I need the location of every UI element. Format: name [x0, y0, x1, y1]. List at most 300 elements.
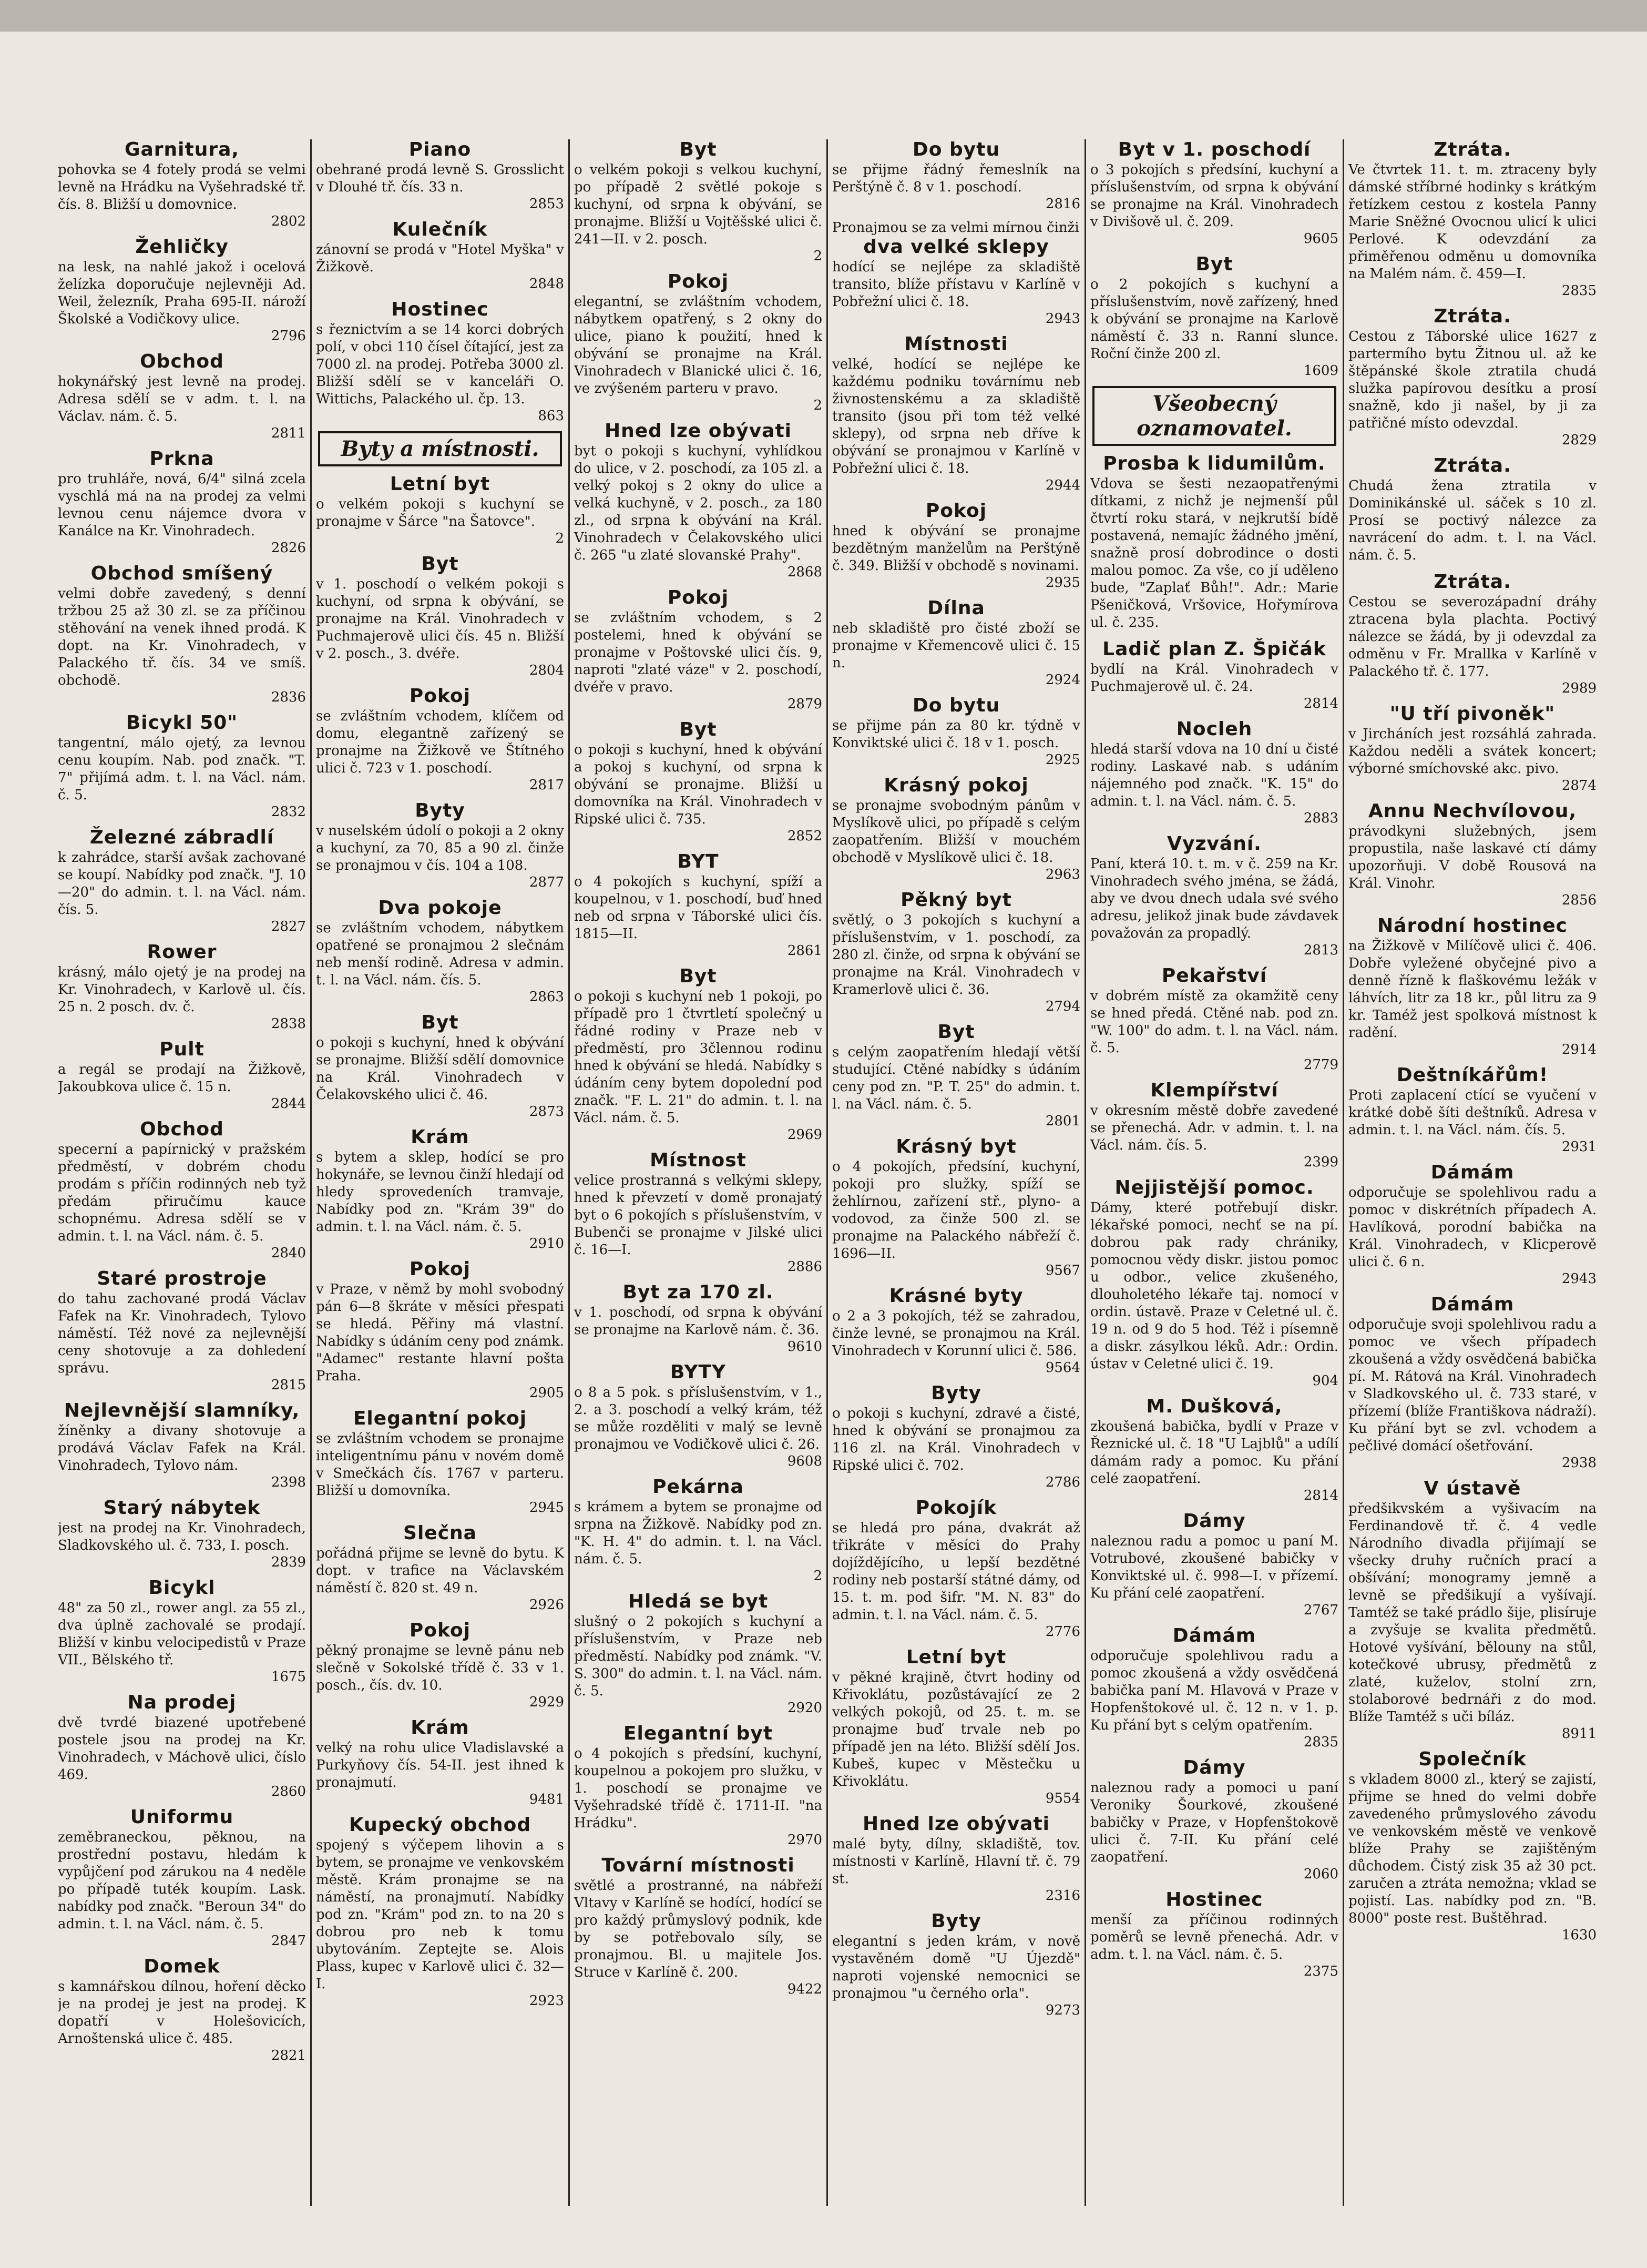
- ad-number: 2925: [1045, 752, 1080, 768]
- ad-number: 2929: [529, 1694, 564, 1710]
- classified-ad: [574, 719, 822, 844]
- ad-number: 2861: [787, 943, 822, 959]
- ad-number: 2989: [1561, 680, 1597, 696]
- ad-text: Proti zaplacení ctící se vyučení v krátké době šíti deštníků. Adresa v admin. t. l. na Václ. nám. čís. 5.: [1348, 1087, 1597, 1138]
- classified-ad: [58, 1956, 306, 2063]
- ad-heading: "U tří pivoněk": [1389, 703, 1556, 725]
- ad-number: 2: [813, 1568, 822, 1584]
- classified-ad: [574, 421, 822, 580]
- ad-text: Cestou z Táborské ulice 1627 z partermího bytu Žitnou ul. až ke štěpánské škole ztratila chudá služka papírovou desítku a prosí snažně, kdo ji našel, by ji za patřičné místo odevzdal.: [1348, 329, 1597, 431]
- ad-heading: Garnitura,: [124, 139, 240, 160]
- classified-ad: [316, 1408, 564, 1516]
- ad-heading: Hostinec: [391, 299, 489, 320]
- ad-number: 2874: [1561, 778, 1597, 794]
- ad-text: pěkný pronajme se levně pánu neb slečně v Sokolské třídě č. 33 v 1. posch., čís. dv. 10.: [316, 1643, 564, 1693]
- ad-heading: Ztráta.: [1434, 306, 1511, 327]
- ad-heading: Piano: [408, 139, 472, 160]
- classified-ad: [1348, 1162, 1597, 1287]
- ad-heading: Hostinec: [1165, 1889, 1263, 1910]
- ad-number: 2814: [1303, 696, 1338, 711]
- classified-ad: [1348, 1478, 1597, 1742]
- ad-text: v 1. poschodí, od srpna k obývání se pronajme na Karlově nám. č. 36.: [574, 1305, 822, 1338]
- ad-heading: Obchod smíšený: [90, 563, 273, 584]
- column-3: [568, 139, 826, 2206]
- ad-text: světlý, o 3 pokojích s kuchyní a příslušenstvím, v 1. poschodí, za 280 zl. činže, od srpna k obývání se pronajme na Král. Vinohradech v Kramerlově ulici č. 36.: [832, 912, 1080, 998]
- classified-ad: [832, 139, 1080, 212]
- ad-text: do tahu zachované prodá Václav Fafek na Kr. Vinohradech, Tylovo náměstí. Též nové za nejlevnější ceny shotovuje a za dohledení správu.: [58, 1291, 306, 1376]
- ad-heading: Pěkný byt: [901, 889, 1012, 911]
- ad-text: o 2 a 3 pokojích, též se zahradou, činže levné, se pronajmou na Král. Vinohradech v Korunní ulici č. 586.: [832, 1308, 1080, 1359]
- ad-text: slušný o 2 pokojích s kuchyní a příslušenstvím, v Praze neb předměstí. Nabídky pod známk. "V. S. 300" do admin. t. l. na Václ. nám. č. 5.: [574, 1614, 822, 1699]
- ad-text: Vdova se šesti nezaopatřenými dítkami, z nichž je nejmenší půl čtvrtí roku stará, v nejkrutší bídě postavená, nemajíc žádného jmění, snažně prosí dobrodince o dosti malou pomoc. Za vše, co jí uděleno bude, "Zaplať Bůh!". Adr.: Marie Pšeničková, Vršovice, Hořymírova ul. č. 235.: [1090, 476, 1338, 630]
- ad-text: o pokoji s kuchyní, hned k obývání se pronajme. Bližší sdělí domovnice na Král. Vinohradech v Čelakovského ulici č. 46.: [316, 1035, 564, 1103]
- section-heading: Všeobecný oznamovatel.: [1092, 386, 1336, 446]
- classified-ad: [316, 686, 564, 793]
- ad-text: neb skladiště pro čisté zboží se pronajme v Křemencově ulici č. 15 n.: [832, 621, 1080, 671]
- column-1: [58, 139, 310, 2206]
- ad-number: 2801: [1045, 1113, 1080, 1129]
- ad-text: elegantní, se zvláštním vchodem, nábytkem opatřený, s 2 okny do ulice, piano k použití, hned k obývání se pronajme na Král. Vinohradech v Blanické ulici č. 16, ve zvýšeném parteru v pravo.: [574, 294, 822, 396]
- classified-ad: [316, 139, 564, 212]
- ad-heading: Letní byt: [906, 1646, 1007, 1668]
- ad-number: 9481: [529, 1792, 564, 1807]
- classified-ad: [316, 898, 564, 1005]
- ad-number: 2826: [271, 540, 306, 556]
- ad-text: se přijme řádný řemeslník na Perštýně č. 8 v 1. poschodí.: [832, 162, 1080, 195]
- classified-ad: [1090, 833, 1338, 958]
- ad-heading: Klempířství: [1150, 1080, 1278, 1101]
- ad-heading: Nocleh: [1176, 718, 1253, 740]
- ad-text: pro truhláře, nová, 6/4" silná zcela vyschlá má na na prodej za velmi levnou cenu nájemce dvora v Kanálce na Kr. Vinohradech.: [58, 471, 306, 539]
- ad-heading: Byty: [415, 800, 465, 821]
- classified-ad: [1348, 139, 1597, 299]
- classified-ad: [574, 1591, 822, 1716]
- classified-ad: [1348, 1749, 1597, 1943]
- ad-number: 2943: [1045, 311, 1080, 327]
- ad-heading: Elegantní pokoj: [353, 1408, 527, 1429]
- ad-text: odporučuje se spolehlivou radu a pomoc v diskrétních případech A. Havlíková, porodní babička na Král. Vinohradech, v Klicperově ulici č. 6 n.: [1348, 1185, 1597, 1270]
- ad-heading: V ústavě: [1424, 1478, 1521, 1499]
- ad-number: 2920: [787, 1700, 822, 1716]
- ad-heading: Byt: [679, 719, 717, 740]
- classified-ad: [1348, 916, 1597, 1057]
- ad-heading: Místnosti: [904, 333, 1008, 355]
- ad-text: k zahrádce, starší avšak zachované se koupí. Nabídky pod značk. "J. 10—20" do admin. t. l. na Václ. nám. čís. 5.: [58, 850, 306, 918]
- ad-text: předšikvském a vyšivacím na Ferdinandově tř. č. 4 vedle Národního divadla přijímají se všecky druhy ručních prací a obšívání; monogramy jemně a levně se předšikují a vyšívají. Tamtéž se také prádlo šije, plisíruje a zvyšuje se kvalita předmětů. Hotové vyšívání, bělouny na stůl, kotečkové ubrusy, předmětů z zlaté, kuželov, stolní zrn, stolaborové bedrnáři z do mod. Blíže Tamtéž s uči bíláz.: [1348, 1501, 1597, 1725]
- ad-number: 2814: [1303, 1488, 1338, 1503]
- classified-ad: [1348, 455, 1597, 564]
- ad-number: 1630: [1561, 1927, 1597, 1943]
- ad-heading: Annu Nechvílovou,: [1368, 800, 1577, 822]
- classified-ad: [1348, 704, 1597, 794]
- classified-ad: [316, 1259, 564, 1401]
- ad-text: odporučuje svoji spolehlivou radu a pomoc ve všech případech zkoušená a vždy osvědčená babička pí. M. Rátová na Král. Vinohradech v Sladkovského ul. č. 733 staré, v přízemí (blíže Františkova nádraží). Ku přání byt se zvl. vchodem a pečlivé domácí ošetřování.: [1348, 1317, 1597, 1454]
- ad-heading: Vyzvání.: [1167, 833, 1262, 855]
- ad-text: elegantní s jeden krám, v nově vystavěném domě "U Újezdě" naproti vojenské nemocnici se pronajmou "u černého orla".: [832, 1934, 1080, 2001]
- ad-heading: Prkna: [149, 448, 214, 470]
- classified-ad: [1348, 306, 1597, 448]
- ad-heading: Letní byt: [390, 473, 490, 495]
- ad-text: s krámem a bytem se pronajme od srpna na Žižkově. Nabídky pod zn. "K. H. 4" do admin. t. l. na Václ. nám. č. 5.: [574, 1499, 822, 1567]
- ad-number: 9605: [1303, 231, 1338, 247]
- ad-heading: Dámy: [1183, 1510, 1246, 1532]
- page-top-edge: [0, 0, 1647, 32]
- classified-ad: [58, 1039, 306, 1112]
- ad-text: žíněnky a divany shotovuje a prodává Václav Fafek na Král. Vinohradech, Tylovo nám.: [58, 1423, 306, 1473]
- ad-text: specerní a papírnický v pražském předměstí, v dobrém chodu prodám s příčin rodinných neb tyž předám přiručímu kauce schopnému. Adresa sdělí se v admin. t. l. na Václ. nám. č. 5.: [58, 1142, 306, 1244]
- ad-text: Cestou se severozápadní dráhy ztracena byla plachta. Poctivý nálezce se žádá, by ji odevzdal za odměnu v Fr. Mrallka v Karlíně v Palackého tř. č. 177.: [1348, 594, 1597, 679]
- ad-number: 2879: [787, 696, 822, 712]
- classified-ad: [58, 713, 306, 820]
- ad-number: 2905: [529, 1385, 564, 1401]
- ad-number: 2863: [529, 989, 564, 1005]
- ad-number: 9564: [1045, 1360, 1080, 1376]
- ad-number: 2375: [1303, 1964, 1338, 1979]
- ad-heading: Do bytu: [912, 139, 1000, 160]
- ad-number: 2: [813, 398, 822, 413]
- ad-text: o velkém pokoji s kuchyní se pronajme v Šárce "na Šatovce".: [316, 496, 564, 530]
- ad-number: 2398: [271, 1474, 306, 1490]
- ad-number: 2816: [1045, 196, 1080, 212]
- classified-ad: [832, 501, 1080, 591]
- ad-heading: Ztráta.: [1434, 455, 1511, 476]
- ad-heading: Nejjistější pomoc.: [1114, 1177, 1314, 1198]
- ad-text: světlé a prostranné, na nábřeží Vltavy v Karlíně se hodící, hodící se pro každý průmyslový podnik, kde by se potřebovalo síly, se pronajmou. Bl. u majitele Jos. Struce v Karlíně č. 200.: [574, 1878, 822, 1980]
- ad-text: o velkém pokoji s velkou kuchyní, po případě 2 světlé pokoje s kuchyní, od srpna k obývání, se pronajme. Bližší u Vojtěšské ulici č. 241—II. v 2. posch.: [574, 162, 822, 247]
- classified-ad: [574, 1150, 822, 1275]
- classified-ad: [1348, 572, 1597, 696]
- ad-number: 2796: [271, 328, 306, 344]
- ad-number: 863: [538, 408, 564, 424]
- ad-number: 2969: [787, 1127, 822, 1143]
- ad-text: 48" za 50 zl., rower angl. za 55 zl., dva úplně zachovalé se prodají. Bližší v kinbu velocipedistů v Praze VII., Bělského tř.: [58, 1600, 306, 1668]
- classified-ad: [1090, 453, 1338, 632]
- ad-heading: Obchod: [140, 351, 224, 372]
- ad-heading: Dámy: [1183, 1757, 1246, 1778]
- ad-text: hokynářský jest levně na prodej. Adresa sdělí se v adm. t. l. na Václav. nám. č. 5.: [58, 374, 306, 424]
- classified-ad: [574, 1362, 822, 1469]
- classified-ad: [1090, 719, 1338, 826]
- ad-intro: Pronajmou se za velmi mírnou činži: [832, 220, 1079, 236]
- section-heading: Byty a místnosti.: [318, 431, 562, 466]
- ad-number: 2835: [1561, 283, 1597, 299]
- ad-text: se zvláštním vchodem, s 2 postelemi, hned k obývání se pronajme v Poštovské ulici čís. 9, naproti "zlaté váze" v 2. poschodí, dvéře v pravo.: [574, 610, 822, 695]
- ad-number: 2868: [787, 564, 822, 580]
- ad-number: 2802: [271, 213, 306, 229]
- ad-number: 2923: [529, 1993, 564, 2009]
- column-5: [1085, 139, 1343, 2206]
- classified-ad: [574, 966, 822, 1143]
- ad-text: tangentní, málo ojetý, za levnou cenu koupím. Nab. pod značk. "T. 7" přijímá adm. t. l. na Václ. nám. č. 5.: [58, 735, 306, 803]
- column-2: [310, 139, 568, 2206]
- ad-number: 2856: [1561, 892, 1597, 908]
- classified-ad: [58, 351, 306, 441]
- ad-text: hledá starší vdova na 10 dní u čisté rodiny. Laskavé nab. s udáním nájemného pod značk. "K. 15" do admin. t. l. na Václ. nám. č. 5.: [1090, 741, 1338, 809]
- classified-ad: [1348, 801, 1597, 908]
- ad-heading: Krásný byt: [896, 1136, 1017, 1157]
- classified-ad: [316, 800, 564, 890]
- ad-text: velice prostranná s velkými sklepy, hned k převzetí v domě pronajatý byt o 6 pokojích s příslušenstvím, v Bubenči se pronajme v Jilské ulici č. 16—I.: [574, 1173, 822, 1258]
- classified-ad: [832, 890, 1080, 1014]
- ad-heading: Elegantní byt: [623, 1723, 773, 1744]
- ad-number: 2852: [787, 828, 822, 844]
- ad-number: 2914: [1561, 1042, 1597, 1057]
- classified-ad: [316, 1717, 564, 1807]
- ad-number: 1675: [271, 1669, 306, 1685]
- ad-number: 2847: [271, 1933, 306, 1949]
- ad-text: o 4 pokojích s předsíní, kuchyní, koupelnou a pokojem pro služku, v 1. poschodí se pronajme ve Vyšehradské třídě č. 1711-II. "na Hrádku".: [574, 1746, 822, 1831]
- ad-heading: Kulečník: [392, 219, 488, 240]
- ad-number: 2838: [271, 1016, 306, 1032]
- classified-ad: [316, 1815, 564, 2009]
- ad-number: 2316: [1045, 1888, 1080, 1904]
- ad-number: 904: [1312, 1373, 1338, 1389]
- classified-ad: [832, 695, 1080, 768]
- ad-number: 2813: [1303, 942, 1338, 958]
- ad-text: hodící se nejlépe za skladiště transito, blíže přístavu v Karlíně v Pobřežní ulici č. 18.: [832, 259, 1080, 310]
- ad-number: 2829: [1561, 432, 1597, 448]
- ad-number: 2815: [271, 1377, 306, 1393]
- ad-number: 2811: [271, 425, 306, 441]
- ad-number: 2060: [1303, 1866, 1338, 1882]
- ad-number: 2839: [271, 1554, 306, 1570]
- classified-ad: [58, 449, 306, 556]
- ad-text: o 3 pokojích s předsíní, kuchyní a příslušenstvím, od srpna k obývání se pronajme na Král. Vinohradech v Divišově ul. č. 209.: [1090, 162, 1338, 230]
- ad-heading: Dámám: [1172, 1625, 1256, 1646]
- ad-number: 2779: [1303, 1057, 1338, 1073]
- ad-text: o pokoji s kuchyní, zdravé a čisté, hned k obývání se pronajmou za 116 zl. na Král. Vinohradech v Ripské ulici č. 702.: [832, 1406, 1080, 1473]
- ad-heading: Národní hostinec: [1377, 915, 1568, 937]
- ad-text: v nuselském údolí o pokoji a 2 okny a kuchyní, za 70, 85 a 90 zl. činže se pronajmou v čís. 104 a 108.: [316, 823, 564, 873]
- classified-ad: [316, 474, 564, 546]
- ad-heading: Železné zábradlí: [89, 827, 274, 848]
- ad-text: se zvláštním vchodem, nábytkem opatřené se pronajmou 2 slečnám neb menší rodině. Adresa v admin. t. l. na Václ. nám. čís. 5.: [316, 920, 564, 988]
- classified-ad: [832, 334, 1080, 493]
- ad-text: jest na prodej na Kr. Vinohradech, Sladkovského ul. č. 733, I. posch.: [58, 1520, 306, 1553]
- ad-text: naleznou rady a pomoci u paní Veroniky Šourkové, zkoušené babičky v Praze, v Hopfenštokově ulici č. 7-II. Ku přání celé zaopatření.: [1090, 1780, 1338, 1865]
- ad-number: 2399: [1303, 1154, 1338, 1170]
- ad-number: 9554: [1045, 1791, 1080, 1806]
- ad-number: 9608: [787, 1453, 822, 1469]
- ad-heading: Byt: [1195, 253, 1233, 275]
- ad-heading: Hledá se byt: [628, 1591, 769, 1612]
- classified-ad: [58, 1807, 306, 1949]
- classified-ad: [316, 299, 564, 424]
- ad-text: s bytem a sklep, hodící se pro hokynáře, se levnou činží hledají od hledy sprovedeních tramvaje, Nabídky pod zn. "Krám 39" do admin. t. l. na Václ. nám. č. 5.: [316, 1150, 564, 1235]
- ad-heading: Pult: [159, 1039, 204, 1060]
- ad-number: 2910: [529, 1236, 564, 1252]
- ad-number: 2794: [1045, 999, 1080, 1014]
- ad-text: na Žižkově v Milíčově ulici č. 406. Dobře vyležené obyčejné pivo a denně řízně k flaškovému ležák v láhvích, litr za 18 kr., půl litru za 9 kr. Taméž jest spolková místnost k radění.: [1348, 938, 1597, 1041]
- ad-heading: Ladič plan Z. Špičák: [1102, 638, 1326, 660]
- classified-ad: [574, 1855, 822, 1997]
- ad-text: Chudá žena ztratila v Dominikánské ul. sáček s 10 zl. Prosí se poctivý nálezce za navrácení do adm. t. l. na Václ. nám. č. 5.: [1348, 478, 1597, 563]
- classified-ad: [58, 1119, 306, 1261]
- ad-heading: Byt: [421, 553, 459, 575]
- ad-number: 2935: [1045, 575, 1080, 591]
- ad-heading: Hned lze obývati: [605, 420, 792, 442]
- classified-ad: [1090, 1177, 1338, 1389]
- ad-heading: Nejlevnější slamníky,: [64, 1400, 300, 1421]
- classified-ad: [316, 1127, 564, 1252]
- ad-number: 8911: [1561, 1726, 1597, 1742]
- ad-text: se hledá pro pána, dvakrát až třikráte v měsíci do Prahy dojíždějícího, u lepší bezdětné rodiny neb postarší státné dámy, od 15. t. m. pod šifr. "M. N. 83" do admin. t. l. na Václ. nám. č. 5.: [832, 1520, 1080, 1623]
- ad-text: malé byty, dílny, skladiště, tov. místnosti v Karlíně, Hlavní tř. č. 79 st.: [832, 1836, 1080, 1887]
- ad-text: zeměbraneckou, pěknou, na prostřední postavu, hledám k vypůjčení pod zárukou na 4 neděle po případě tuték koupím. Lask. nabídky pod značk. "Beroun 34" do admin. t. l. na Václ. nám. č. 5.: [58, 1829, 306, 1932]
- ad-heading: Byt: [937, 1021, 975, 1043]
- ad-text: odporučuje spolehlivou radu a pomoc zkoušená a vždy osvědčená babička paní M. Hlavová v Praze v Hopfenštokové ul. č. 12 n. v 1. p. Ku přání byt s celým opatřením.: [1090, 1648, 1338, 1733]
- ad-heading: Pokoj: [409, 1258, 471, 1280]
- ad-heading: Pokoj: [925, 500, 987, 522]
- ad-text: hned k obývání se pronajme bezdětným manželům na Perštýně č. 349. Bližší v obchodě s novinami.: [832, 523, 1080, 574]
- classified-ad: [832, 1911, 1080, 2018]
- classified-ad: [574, 587, 822, 712]
- ad-number: 2767: [1303, 1602, 1338, 1618]
- ad-heading: Ztráta.: [1434, 571, 1511, 593]
- ad-heading: Kupecký obchod: [349, 1814, 531, 1836]
- ad-text: a regál se prodají na Žižkově, Jakoubkova ulice č. 15 n.: [58, 1062, 306, 1095]
- classified-ad: [58, 1268, 306, 1393]
- classified-ad: [316, 1523, 564, 1613]
- ad-heading: Bicykl 50": [126, 712, 238, 734]
- ad-number: 2786: [1045, 1474, 1080, 1490]
- ad-text: se pronajme svobodným pánům v Myslíkově ulici, po případě s celým zaopatřením. Bližší v mouchém obchodě v Myslíkově ulici č. 18.: [832, 798, 1080, 866]
- ad-number: 2873: [529, 1104, 564, 1120]
- ad-text: o 4 pokojích, předsíní, kuchyní, pokoji pro služky, spíží se žehlírnou, zařízení stř., plyno- a vodovod, za činže 500 zl. se pronajme na Palackého nábřeží č. 1696—II.: [832, 1159, 1080, 1262]
- classified-ad: [58, 1578, 306, 1685]
- ad-text: naleznou radu a pomoc u paní M. Votrubové, zkoušené babičky v Konviktské ul. č. 998—I. v přízemí. Ku přání celé zaopatření.: [1090, 1533, 1338, 1601]
- ad-number: 2832: [271, 804, 306, 820]
- ad-text: o 4 pokojích s kuchyní, spíží a koupelnou, v 1. poschodí, buď hned neb od srpna v Táborské ulici čís. 1815—II.: [574, 874, 822, 942]
- ad-heading: M. Dušková,: [1146, 1396, 1283, 1417]
- ad-text: zánovní se prodá v "Hotel Myška" v Žižkově.: [316, 242, 564, 275]
- ad-heading: Pokoj: [409, 685, 471, 707]
- ad-text: pořádná přijme se levně do bytu. K dopt. v trafice na Václavském náměstí č. 820 st. 49 n.: [316, 1545, 564, 1596]
- ad-number: 2827: [271, 919, 306, 934]
- ad-heading: BYT: [677, 851, 719, 872]
- ad-number: 2840: [271, 1245, 306, 1261]
- column-6: [1343, 139, 1601, 2206]
- ad-text: právodkyni služebných, jsem propustila, naše laskavé ctí dámy upozorňuji. V době Rousová na Král. Vinohr.: [1348, 823, 1597, 891]
- ad-heading: Byty: [931, 1382, 981, 1404]
- classified-columns: [58, 139, 1601, 2206]
- ad-heading: Ztráta.: [1434, 139, 1511, 160]
- ad-heading: Byty: [931, 1910, 981, 1932]
- classified-ad: [832, 1814, 1080, 1904]
- ad-number: 2860: [271, 1784, 306, 1799]
- ad-text: Ve čtvrtek 11. t. m. ztraceny byly dámské stříbrné hodinky s krátkým řetízkem cestou z kostela Panny Marie Sněžné Ovocnou ulicí k ulici Perlové. K odevzdání za přiměřenou odměnu u domovníka na Malém nám. č. 459—I.: [1348, 162, 1597, 282]
- ad-number: 2853: [529, 196, 564, 212]
- classified-ad: [58, 827, 306, 934]
- classified-ad: [1090, 639, 1338, 711]
- ad-heading: Domek: [144, 1956, 220, 1977]
- ad-heading: Byt v 1. poschodí: [1118, 139, 1311, 160]
- ad-heading: Dva pokoje: [378, 897, 502, 919]
- ad-heading: Krásné byty: [889, 1285, 1024, 1307]
- ad-heading: Pekárna: [652, 1476, 744, 1498]
- ad-number: 2776: [1045, 1624, 1080, 1640]
- ad-heading: Byt: [679, 139, 717, 160]
- ad-heading: Prosba k lidumilům.: [1103, 453, 1326, 474]
- ad-heading: Rower: [147, 941, 217, 963]
- classified-ad: [316, 554, 564, 678]
- ad-text: v pěkné krajině, čtvrt hodiny od Křivoklátu, pozůstávající ze 2 velkých pokojů, od 25. t. m. se pronajme buď trvale neb po případě jen na léto. Bližší sdělí Jos. Kubeš, kupec v Městečku u Křivoklátu.: [832, 1670, 1080, 1789]
- ad-text: s celým zaopatřením hledají větší studující. Ctěné nabídky s údáním ceny pod zn. "P. T. 25" do admin. t. l. na Václ. nám. č. 5.: [832, 1044, 1080, 1112]
- ad-heading: Pokoj: [667, 587, 729, 608]
- ad-number: 2924: [1045, 672, 1080, 688]
- ad-text: se přijme pán za 80 kr. týdně v Konviktské ulici č. 18 v 1. posch.: [832, 718, 1080, 751]
- ad-heading: Bicykl: [148, 1577, 216, 1599]
- ad-heading: Staré prostroje: [97, 1268, 267, 1289]
- ad-heading: Uniformu: [130, 1806, 234, 1828]
- ad-heading: Slečna: [403, 1522, 477, 1544]
- ad-heading: Dámám: [1430, 1294, 1515, 1315]
- classified-ad: [832, 1286, 1080, 1376]
- classified-ad: [574, 271, 822, 413]
- ad-number: 2848: [529, 276, 564, 292]
- ad-number: 2938: [1561, 1455, 1597, 1471]
- ad-text: v Jircháních jest rozsáhlá zahrada. Každou neděli a svátek koncert; výborné smíchovské akc. pivo.: [1348, 726, 1597, 777]
- classified-ad: [1090, 1511, 1338, 1618]
- ad-text: menší za příčinou rodinných poměrů se levně přenechá. Adr. v adm. t. l. na Václ. nám. č. 5.: [1090, 1912, 1338, 1962]
- ad-number: 2877: [529, 874, 564, 890]
- classified-ad: [1348, 1065, 1597, 1155]
- ad-number: 2: [555, 531, 564, 546]
- ad-number: 2886: [787, 1259, 822, 1275]
- ad-number: 9273: [1045, 2002, 1080, 2018]
- ad-number: 2963: [1045, 867, 1080, 882]
- classified-ad: [574, 1723, 822, 1848]
- ad-heading: Deštníkářům!: [1396, 1064, 1549, 1086]
- classified-ad: [832, 1136, 1080, 1278]
- ad-heading: Dílna: [927, 597, 985, 619]
- classified-ad: [1090, 1396, 1338, 1503]
- ad-text: pohovka se 4 fotely prodá se velmi levně na Hrádku na Vyšehradské tř. čís. 8. Bližší u domovnice.: [58, 162, 306, 212]
- classified-ad: [316, 219, 564, 292]
- classified-ad: [832, 1022, 1080, 1129]
- ad-heading: Na prodej: [127, 1692, 237, 1713]
- classified-ad: [574, 139, 822, 264]
- classified-ad: [832, 598, 1080, 688]
- classified-ad: [58, 1400, 306, 1490]
- ad-text: o pokoji s kuchyní, hned k obývání a pokoj s kuchyní, od srpna k obývání se pronajme. Bližší u domovníka na Král. Vinohradech v Ripské ulici č. 735.: [574, 742, 822, 827]
- classified-ad: [832, 775, 1080, 882]
- ad-number: 9567: [1045, 1263, 1080, 1278]
- classified-ad: [574, 1282, 822, 1355]
- ad-text: velké, hodící se nejlépe ke každému podniku továrnímu neb živnostenskému a za skladiště transito (jsou při tom též velké sklepy), od srpna neb dříve k obývání se pronajmou v Karlíně v Pobřežní ulici č. 18.: [832, 357, 1080, 476]
- ad-text: na lesk, na nahlé jakož i ocelová želízka doporučuje nejlevněji Ad. Weil, železník, Praha 695-II. nároží Školské a Vodičkovy ulice.: [58, 259, 306, 327]
- ad-text: se zvláštním vchodem se pronajme inteligentnímu pánu v novém domě v Smečkách čís. 1767 v parteru. Bližší u domovníka.: [316, 1431, 564, 1499]
- ad-heading: Dámám: [1430, 1162, 1515, 1183]
- classified-ad: [58, 563, 306, 705]
- ad-heading: Společník: [1418, 1748, 1527, 1770]
- ad-heading: Krám: [411, 1717, 469, 1738]
- classified-ad: [1090, 1757, 1338, 1882]
- ad-text: spojený s výčepem lihovin a s bytem, se pronajme ve venkovském městě. Krám pronajme se na náměstí, na pronajmutí. Nabídky pod zn. "Krám" pod zn. to na 20 s dobrou pro neb k tomu ubytováním. Zeptejte se. Alois Plass, kupec v Karlově ulici č. 32—I.: [316, 1837, 564, 1992]
- ad-heading: Do bytu: [912, 695, 1000, 716]
- ad-heading: Obchod: [140, 1118, 224, 1140]
- classified-ad: [1348, 1294, 1597, 1471]
- ad-text: dvě tvrdé biazené upotřebené postele jsou na prodej na Kr. Vinohradech, v Máchově ulici, číslo 469.: [58, 1715, 306, 1783]
- ad-number: 2944: [1045, 477, 1080, 493]
- ad-text: byt o pokoji s kuchyní, vyhlídkou do ulice, v 2. poschodí, za 105 zl. a velký pokoj s 2 okny do ulice a velká kuchyně, v 2. posch., za 180 zl., od srpna k obývání na Král. Vinohradech v Čelakovského ulici č. 265 "u zlaté slovanské Prahy".: [574, 443, 822, 563]
- ad-text: bydlí na Král. Vinohradech v Puchmajerově ul. č. 24.: [1090, 662, 1338, 695]
- classified-ad: [832, 1647, 1080, 1806]
- ad-text: v 1. poschodí o velkém pokoji s kuchyní, od srpna k obývání, se pronajme na Král. Vinohradech v Puchmajerově ulici čís. 45 n. Bližší v 2. posch., 3. dvéře.: [316, 576, 564, 662]
- ad-text: v dobrém místě za okamžitě ceny se hned předá. Ctěné nab. pod zn. "W. 100" do adm. t. l. na Václ. nám. č. 5.: [1090, 988, 1338, 1056]
- ad-text: v okresním městě dobře zavedené se přenechá. Adr. v admin. t. l. na Václ. nám. čís. 5.: [1090, 1103, 1338, 1153]
- ad-number: 2817: [529, 777, 564, 793]
